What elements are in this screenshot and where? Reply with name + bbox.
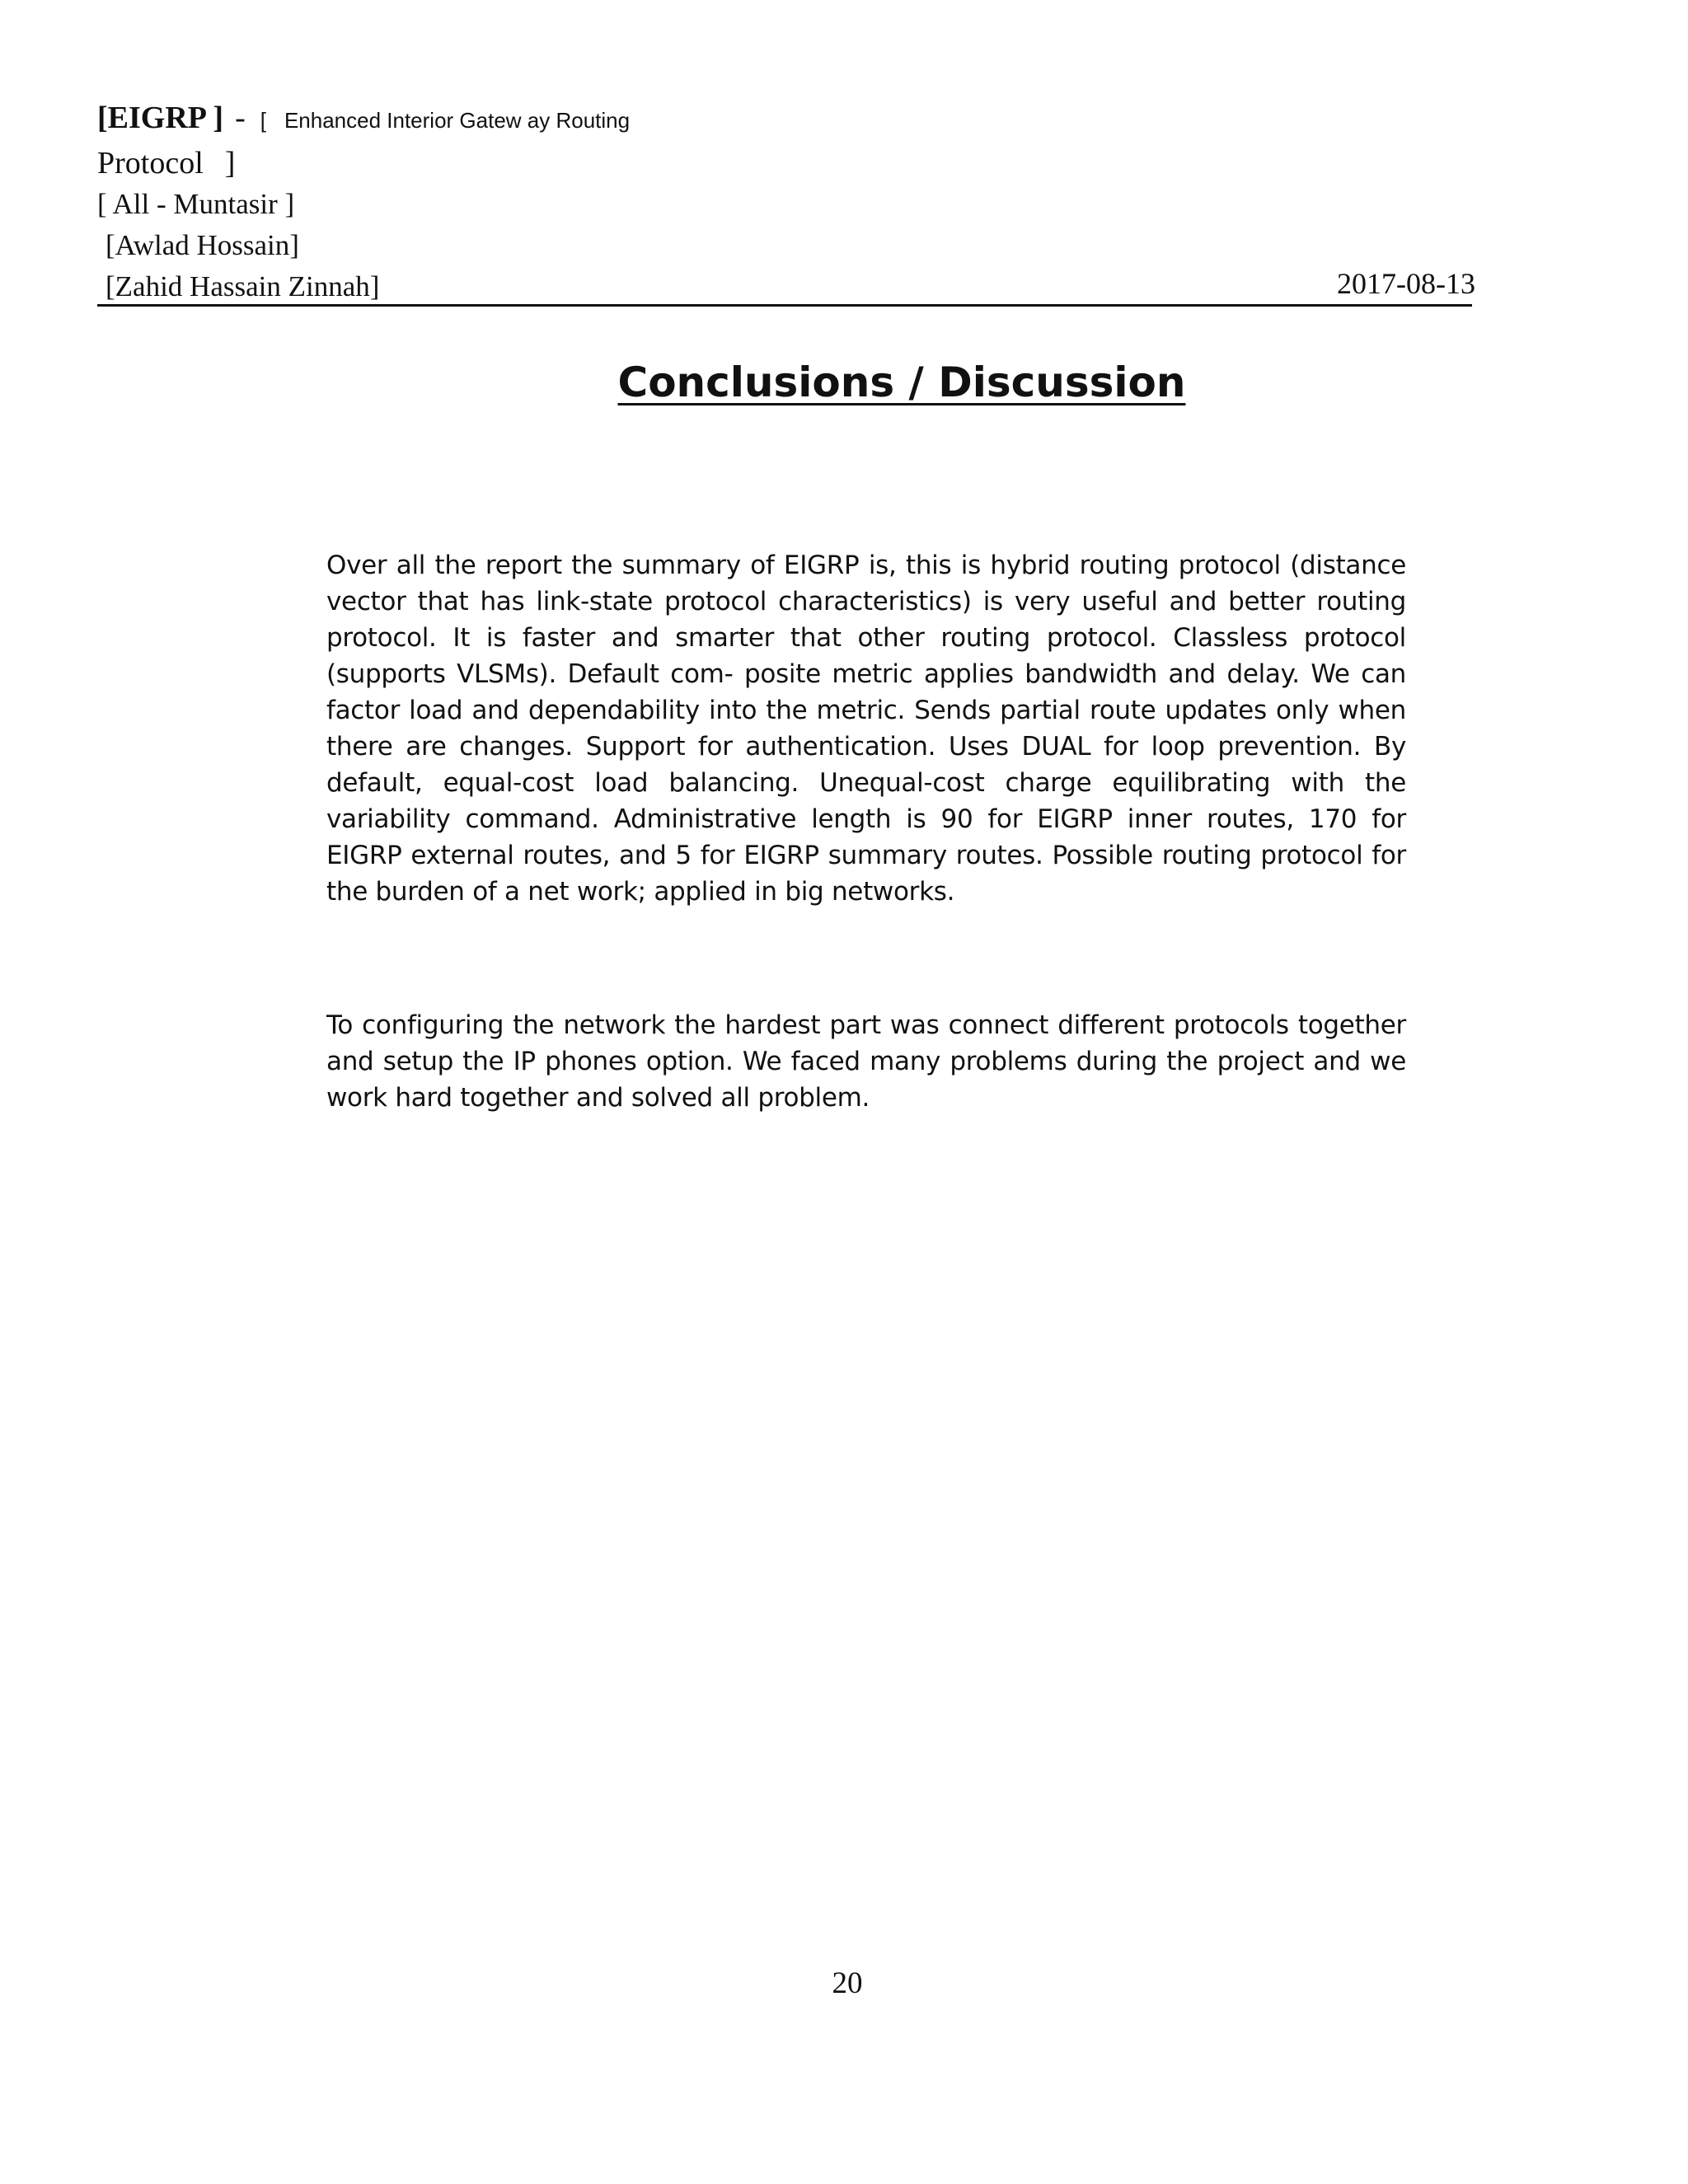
header-author-1: [ All - Muntasir ] <box>97 188 295 220</box>
header-subtitle-continued-line <box>97 143 1482 184</box>
section-title <box>0 356 1688 409</box>
section-title-text: Conclusions / Discussion <box>617 359 1186 406</box>
body-paragraph-1: Over all the report the summary of EIGRP is, this is hybrid routing protocol (distance vector that has link-state protocol characteristics) is very useful and better routing protocol. It is faster and smarter that other routing protocol. Classless protocol (supports VLSMs). Default com- posite metric applies bandwidth and delay. We can factor load and dependability into the metric. Sends partial route updates only when there are changes. Support for authentication. Uses DUAL for loop prevention. By default, equal-cost load balancing. Unequal-cost charge equilibrating with the variability command. Administrative length is 90 for EIGRP inner routes, 170 for EIGRP external routes, and 5 for EIGRP summary routes. Possible routing protocol for the burden of a net work; applied in big networks. <box>326 551 1406 907</box>
header-author-2: [Awlad Hossain] <box>106 229 299 261</box>
header-title-line <box>97 97 1482 141</box>
header-subtitle-continued: Protocol <box>97 146 204 180</box>
header-divider <box>97 304 1472 307</box>
header-date: 2017-08-13 <box>1337 267 1475 300</box>
header-dash: - <box>235 101 246 135</box>
body-paragraph-2: To configuring the network the hardest part was connect different protocols together and setup the IP phones option. We faced many problems during the project and we work hard together and solved all problem. <box>326 1010 1406 1113</box>
page-header <box>97 97 1482 307</box>
header-close-bracket: ] <box>224 146 236 180</box>
header-author-3: [Zahid Hassain Zinnah] <box>106 270 380 302</box>
header-open-bracket: [ <box>260 108 266 133</box>
page-number: 20 <box>832 1966 863 2000</box>
header-acronym: [EIGRP ] <box>97 101 224 135</box>
header-subtitle: Enhanced Interior Gatew ay Routing <box>284 108 631 133</box>
header-last-line <box>97 266 1482 307</box>
